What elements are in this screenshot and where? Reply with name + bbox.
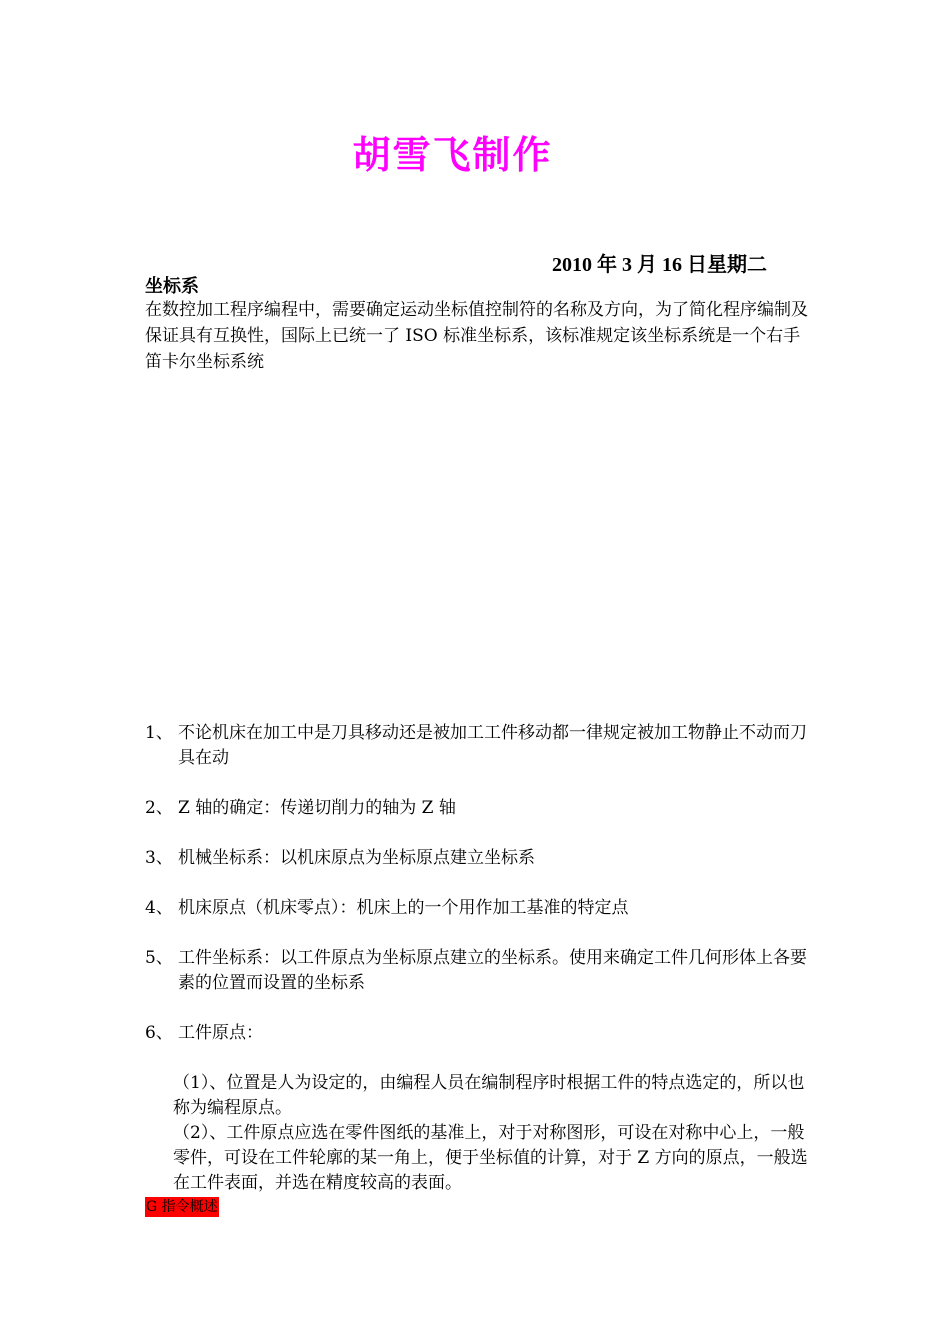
list-item-number: 5、	[145, 948, 173, 968]
sub-item: （1）、位置是人为设定的，由编程人员在编制程序时根据工件的特点选定的，所以也称为编程原点。	[173, 1073, 805, 1118]
list-item-number: 6、	[145, 1023, 173, 1043]
list-item-text: Z 轴的确定：传递切削力的轴为 Z 轴	[178, 798, 456, 818]
list-item	[145, 946, 813, 996]
list-item-text: 机械坐标系：以机床原点为坐标原点建立坐标系	[178, 848, 535, 868]
sub-item: （2）、工件原点应选在零件图纸的基准上，对于对称图形，可设在对称中心上，一般零件，可设在工件轮廓的某一角上，便于坐标值的计算，对于 Z 方向的原点，一般选在工件表面，并选在精度较高的表面。	[173, 1123, 808, 1193]
intro-paragraph: 在数控加工程序编程中，需要确定运动坐标值控制符的名称及方向，为了简化程序编制及保证具有互换性，国际上已统一了 ISO 标准坐标系，该标准规定该坐标系统是一个右手笛卡尔坐标系统	[145, 300, 808, 372]
list-item-text: 机床原点（机床零点）：机床上的一个用作加工基准的特定点	[178, 898, 629, 918]
list-item-number: 4、	[145, 898, 173, 918]
list-item-number: 1、	[145, 723, 173, 743]
page-title: 胡雪飞制作	[352, 133, 553, 177]
date-line: 2010 年 3 月 16 日星期二	[552, 254, 767, 276]
section-heading: 坐标系	[145, 276, 199, 297]
figure-placeholder	[145, 380, 813, 710]
list-item-body	[178, 1021, 813, 1046]
list-item	[145, 796, 813, 821]
list-item-number: 3、	[145, 848, 173, 868]
list-item-text: 不论机床在加工中是刀具移动还是被加工工件移动都一律规定被加工物静止不动而刀具在动	[178, 723, 807, 768]
list-item	[145, 896, 813, 921]
list-item-text: 工件原点：	[178, 1023, 263, 1043]
list-item	[145, 846, 813, 871]
list-item	[145, 1021, 813, 1046]
list-item-text: 工件坐标系：以工件原点为坐标原点建立的坐标系。使用来确定工件几何形体上各要素的位置而设置的坐标系	[178, 948, 807, 993]
list-item	[145, 721, 813, 771]
list-item-number: 2、	[145, 798, 173, 818]
footer-highlight-link[interactable]: G 指令概述	[146, 1199, 218, 1215]
definition-list	[145, 721, 813, 1196]
